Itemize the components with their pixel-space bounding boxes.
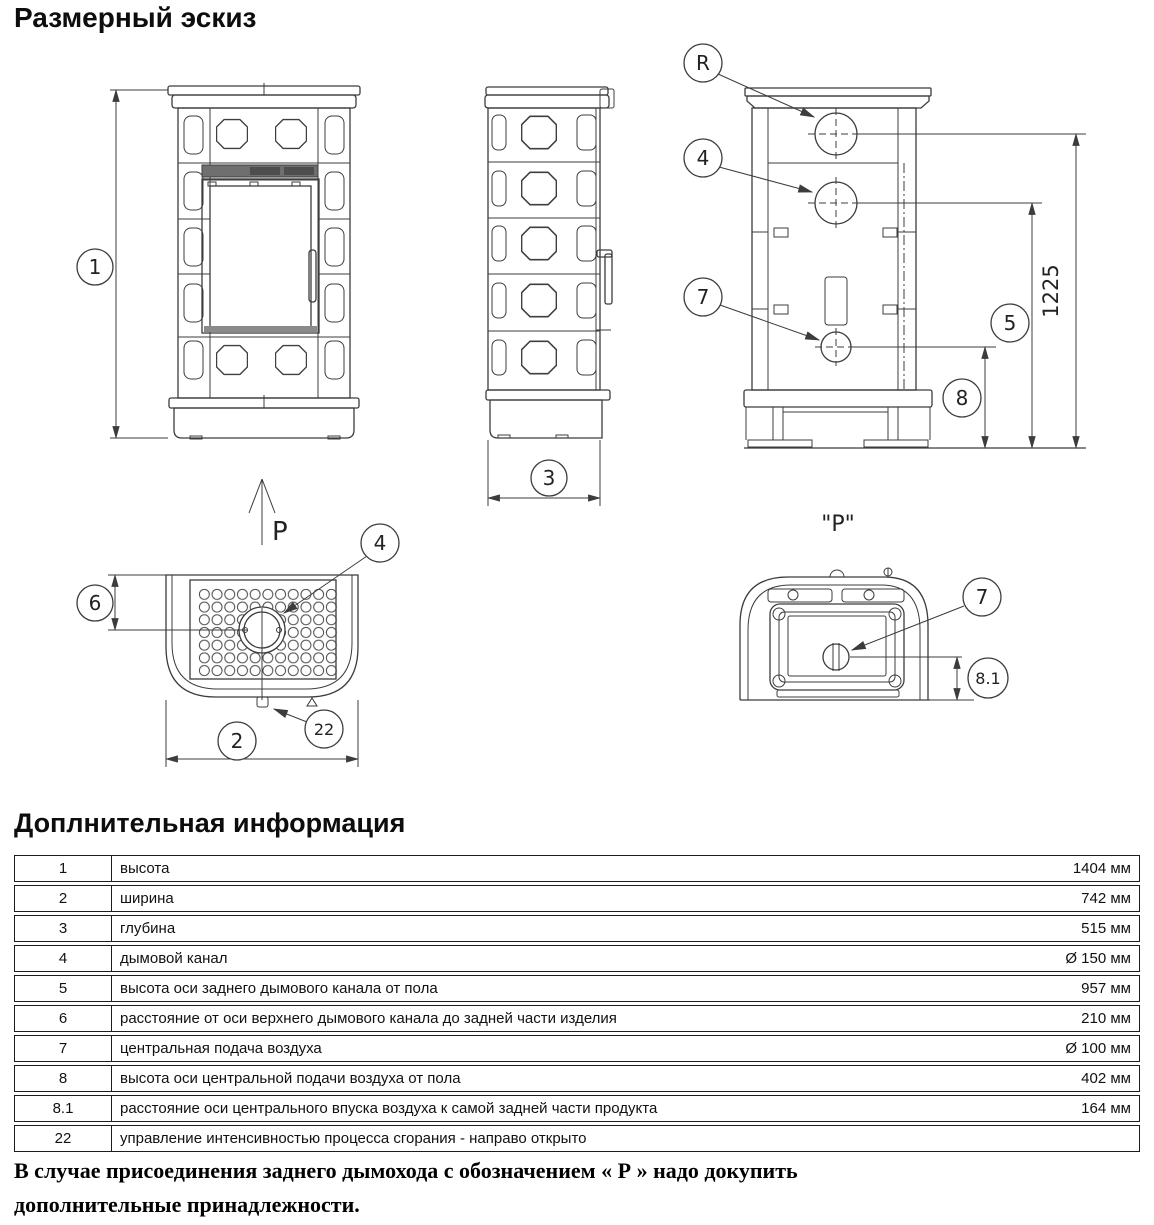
callout-label: 8.1 — [975, 669, 1001, 688]
page-title: Размерный эскиз — [14, 2, 257, 33]
row-description: высота оси центральной подачи воздуха от пола — [112, 1065, 938, 1092]
callout-flue-rear — [684, 139, 812, 192]
callout-label: 2 — [230, 729, 244, 753]
p-detail-view — [740, 512, 1008, 700]
row-description: высота оси заднего дымового канала от пола — [112, 975, 938, 1002]
callout-control — [274, 709, 343, 748]
table-row — [14, 1095, 1140, 1122]
rear-flue-hole — [808, 177, 864, 229]
air-offset-dimension — [850, 657, 1008, 700]
callout-label: 22 — [313, 720, 335, 739]
row-value: 1404 мм — [938, 855, 1140, 882]
row-value: 957 мм — [938, 975, 1140, 1002]
callout-rear-flue-height — [991, 304, 1029, 342]
row-value: 515 мм — [938, 915, 1140, 942]
callout-label: 1 — [88, 255, 102, 279]
row-number: 3 — [14, 915, 112, 942]
row-description: ширина — [112, 885, 938, 912]
central-air-hole — [815, 328, 857, 366]
callout-label: 8 — [955, 386, 969, 410]
row-value: 742 мм — [938, 885, 1140, 912]
air-inlet-hole — [823, 643, 849, 671]
row-number: 6 — [14, 1005, 112, 1032]
row-description: расстояние оси центрального впуска воздуха к самой задней части продукта — [112, 1095, 938, 1122]
callout-label: 6 — [88, 591, 102, 615]
table-row — [14, 975, 1140, 1002]
row-number: 1 — [14, 855, 112, 882]
callout-label: 7 — [975, 585, 989, 609]
row-value: Ø 150 мм — [938, 945, 1140, 972]
row-number: 4 — [14, 945, 112, 972]
row-number: 5 — [14, 975, 112, 1002]
row-value: 402 мм — [938, 1065, 1140, 1092]
row-number: 7 — [14, 1035, 112, 1062]
row-value — [938, 1125, 1140, 1152]
footnote — [14, 1154, 1124, 1222]
info-table — [14, 852, 1140, 1155]
table-row — [14, 1005, 1140, 1032]
callout-height — [77, 249, 113, 285]
row-description: дымовой канал — [112, 945, 938, 972]
row-number: 8.1 — [14, 1095, 112, 1122]
height-dimension — [110, 90, 168, 438]
vent-grille — [202, 165, 318, 186]
callout-rear-outlet — [684, 44, 814, 117]
table-row — [14, 1035, 1140, 1062]
row-number: 2 — [14, 885, 112, 912]
row-value: 210 мм — [938, 1005, 1140, 1032]
table-row — [14, 1065, 1140, 1092]
rear-outlet-hole — [808, 108, 864, 160]
front-arrow-label: P — [272, 517, 288, 547]
p-view-label: "P" — [821, 512, 855, 537]
callout-label: R — [696, 51, 710, 75]
row-description: расстояние от оси верхнего дымового канала до задней части изделия — [112, 1005, 938, 1032]
side-view — [485, 87, 614, 506]
callout-label: 4 — [696, 146, 710, 170]
table-row — [14, 885, 1140, 912]
row-description: глубина — [112, 915, 938, 942]
row-value: 164 мм — [938, 1095, 1140, 1122]
table-row — [14, 855, 1140, 882]
row-description: высота — [112, 855, 938, 882]
front-direction-arrow — [249, 479, 288, 547]
footnote-line: В случае присоединения заднего дымохода с обозначением « Р » надо докупить — [14, 1158, 798, 1183]
row-number: 22 — [14, 1125, 112, 1152]
callout-label: 3 — [542, 466, 556, 490]
table-row — [14, 945, 1140, 972]
dimension-1225: 1225 — [1039, 264, 1063, 318]
row-number: 8 — [14, 1065, 112, 1092]
row-value: Ø 100 мм — [938, 1035, 1140, 1062]
door-handle — [309, 250, 316, 302]
callout-label: 4 — [373, 531, 387, 555]
row-description: центральная подача воздуха — [112, 1035, 938, 1062]
callout-air-height — [943, 379, 981, 417]
callout-depth — [531, 460, 567, 496]
door-handle-side — [596, 250, 612, 330]
info-section-title: Доплнительная информация — [14, 808, 406, 838]
footnote-line: дополнительные принадлежности. — [14, 1192, 360, 1218]
stove-door — [202, 179, 319, 333]
callout-label: 7 — [696, 285, 710, 309]
table-row — [14, 915, 1140, 942]
rear-view — [684, 44, 1086, 448]
table-row — [14, 1125, 1140, 1152]
top-view — [77, 524, 399, 767]
callout-label: 5 — [1003, 311, 1017, 335]
row-description: управление интенсивностью процесса сгорания - направо открыто — [112, 1125, 938, 1152]
front-view — [77, 83, 360, 547]
